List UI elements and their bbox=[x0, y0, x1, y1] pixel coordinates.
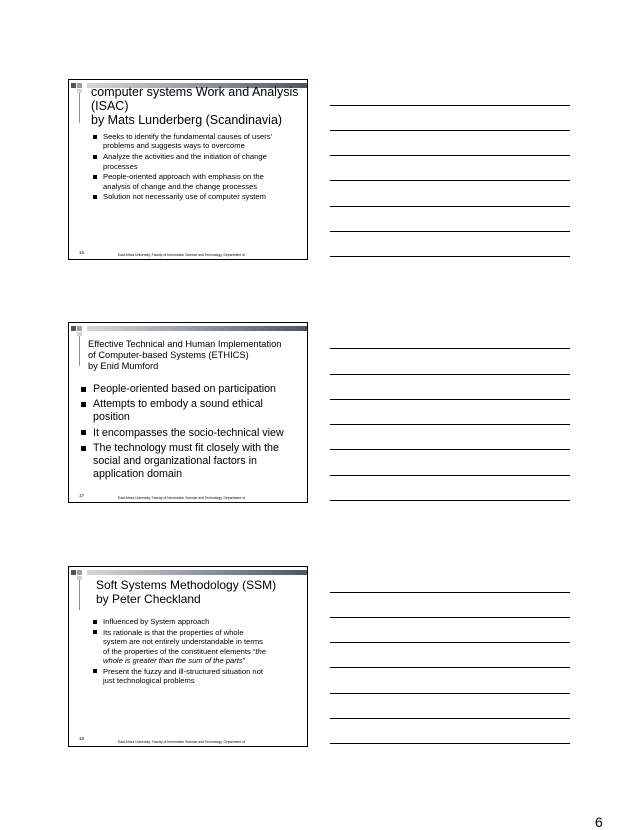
list-item: Influenced by System approach bbox=[93, 617, 297, 626]
bullet-list bbox=[93, 132, 297, 203]
slide-title: Soft Systems Methodology (SSM) by Peter Checkland bbox=[96, 578, 277, 606]
slide-title: computer systems Work and Analysis (ISAC) by Mats Lunderberg (Scandinavia) bbox=[91, 85, 299, 127]
list-item: Seeks to identify the fundamental causes of users’ problems and suggests ways to overcome bbox=[93, 132, 297, 151]
slide-footer: East Africa University, Faculty of Information Science and Technology, Department of bbox=[118, 740, 246, 744]
bullet-list bbox=[81, 383, 297, 483]
slide-16 bbox=[68, 79, 308, 260]
list-item: People-oriented based on participation bbox=[81, 383, 297, 396]
slide-header-bar bbox=[87, 326, 307, 331]
bullet-list bbox=[93, 617, 297, 687]
list-item: Present the fuzzy and ill-structured situation not just technological problems bbox=[93, 667, 297, 686]
slide-title: Effective Technical and Human Implementation of Computer-based Systems (ETHICS) by Enid Mumford bbox=[88, 339, 282, 371]
slide-17 bbox=[68, 322, 308, 503]
slide-number: 16 bbox=[79, 250, 85, 255]
slide-footer: East Africa University, Faculty of Information Science and Technology, Department of bbox=[118, 253, 246, 257]
list-item: The technology must fit closely with the social and organizational factors in application domain bbox=[81, 442, 297, 480]
slide-accent-line bbox=[79, 93, 80, 123]
corner-ornament bbox=[71, 323, 87, 336]
slide-18 bbox=[68, 566, 308, 747]
corner-ornament bbox=[71, 567, 87, 580]
slide-footer: East Africa University, Faculty of Information Science and Technology, Department of bbox=[118, 496, 246, 500]
list-item: Attempts to embody a sound ethical position bbox=[81, 398, 297, 424]
slide-number: 17 bbox=[79, 493, 85, 498]
slide-accent-line bbox=[79, 336, 80, 366]
list-item: People-oriented approach with emphasis on the analysis of change and the change processes bbox=[93, 172, 297, 191]
list-item: It encompasses the socio-technical view bbox=[81, 427, 297, 440]
slide-accent-line bbox=[79, 580, 80, 610]
list-item: Its rationale is that the properties of whole system are not entirely understandable in terms of the properties of the constituent elements “the whole is greater than the sum of the parts” bbox=[93, 628, 297, 666]
slide-header-bar bbox=[87, 570, 307, 575]
list-item: Solution not necessarily use of computer system bbox=[93, 192, 297, 201]
corner-ornament bbox=[71, 80, 87, 93]
list-item: Analyze the activities and the initiation of change processes bbox=[93, 152, 297, 171]
slide-number: 18 bbox=[79, 736, 85, 741]
page-number: 6 bbox=[595, 814, 603, 830]
